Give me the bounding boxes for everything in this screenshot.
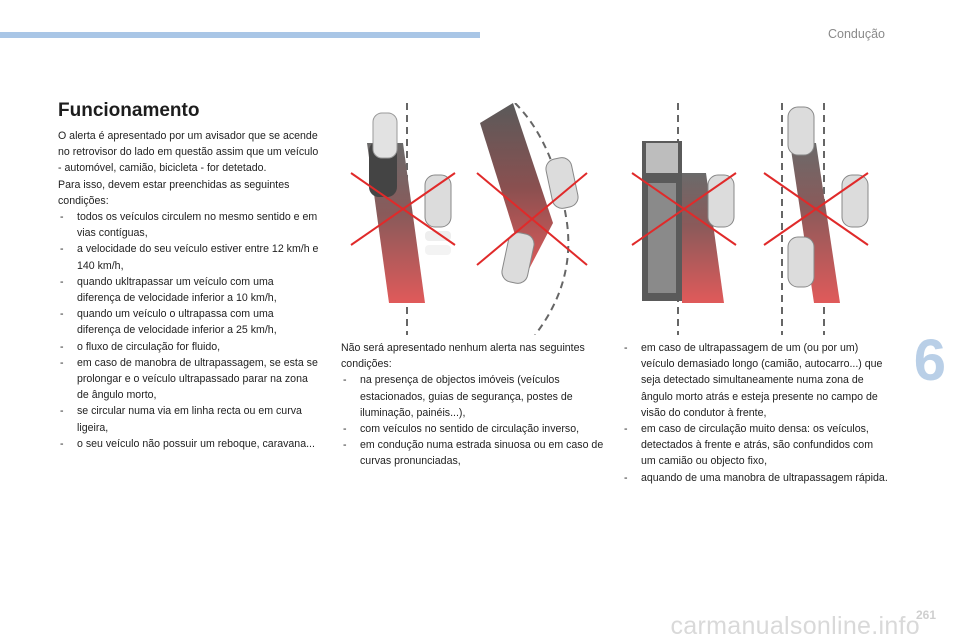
chapter-number: 6 xyxy=(913,328,946,393)
list-item: - em caso de circulação muito densa: os veículos, detectados à frente e atrás, são confundidos com um camião ou objecto fixo, xyxy=(622,421,888,470)
car-icon xyxy=(788,237,814,287)
list-item: - todos os veículos circulem no mesmo sentido e em vias contíguas, xyxy=(58,209,320,241)
no-alert-intro: Não será apresentado nenhum alerta nas seguintes condições: xyxy=(341,342,585,371)
list-item: - com veículos no sentido de circulação inverso, xyxy=(341,421,606,437)
list-item: - em condução numa estrada sinuosa ou em caso de curvas pronunciadas, xyxy=(341,437,606,469)
column-conditions xyxy=(58,128,320,452)
list-item: - em caso de manobra de ultrapassagem, se esta se prolongar e o veículo ultrapassado parar na zona de ângulo morto, xyxy=(58,355,320,404)
list-item: - na presença de objectos imóveis (veículos estacionados, guias de segurança, postes de iluminação, painéis...), xyxy=(341,372,606,421)
list-item: - o seu veículo não possuir um reboque, caravana... xyxy=(58,436,320,452)
list-item: - aquando de uma manobra de ultrapassagem rápida. xyxy=(622,470,888,486)
list-item: - o fluxo de circulação for fluido, xyxy=(58,339,320,355)
page-title: Funcionamento xyxy=(58,100,200,121)
watermark-text: carmanualsonline.info xyxy=(670,612,920,640)
page-number: 261 xyxy=(915,608,936,622)
list-item: - quando um veículo o ultrapassa com uma diferença de velocidade inferior a 25 km/h, xyxy=(58,306,320,338)
no-alert-list xyxy=(341,372,606,469)
no-alert-list-continued xyxy=(622,340,888,486)
header-accent-bar xyxy=(0,32,480,38)
list-item: - quando ukltrapassar um veículo com uma diferença de velocidade inferior a 10 km/h, xyxy=(58,274,320,306)
diagram-dense-traffic xyxy=(760,103,878,335)
intro-paragraph: O alerta é apresentado por um avisador que se acende no retrovisor do lado em questão assim que um veículo - automóvel, camião, bicicleta - for detetado. xyxy=(58,130,319,175)
conditions-list xyxy=(58,209,320,452)
column-no-alert xyxy=(341,340,606,470)
diagram-immobile-objects xyxy=(347,103,460,335)
list-item: - se circular numa via em linha recta ou em curva ligeira, xyxy=(58,403,320,435)
diagram-long-vehicle xyxy=(628,103,746,335)
car-icon xyxy=(425,175,451,227)
diagram-sharp-curve xyxy=(475,103,598,335)
column-no-alert-continued xyxy=(622,340,888,486)
list-item: - a velocidade do seu veículo estiver entre 12 km/h e 140 km/h, xyxy=(58,241,320,273)
car-icon xyxy=(500,231,536,285)
list-item: - em caso de ultrapassagem de um (ou por um) veículo demasiado longo (camião, autocarro...) que seja detectado simultaneamente numa zona de ângulo morto atrás e esteja presente no campo de visão do condutor à frente, xyxy=(622,340,888,421)
section-title: Condução xyxy=(828,27,885,41)
conditions-intro: Para isso, devem estar preenchidas as seguintes condições: xyxy=(58,178,290,207)
car-icon xyxy=(788,107,814,155)
